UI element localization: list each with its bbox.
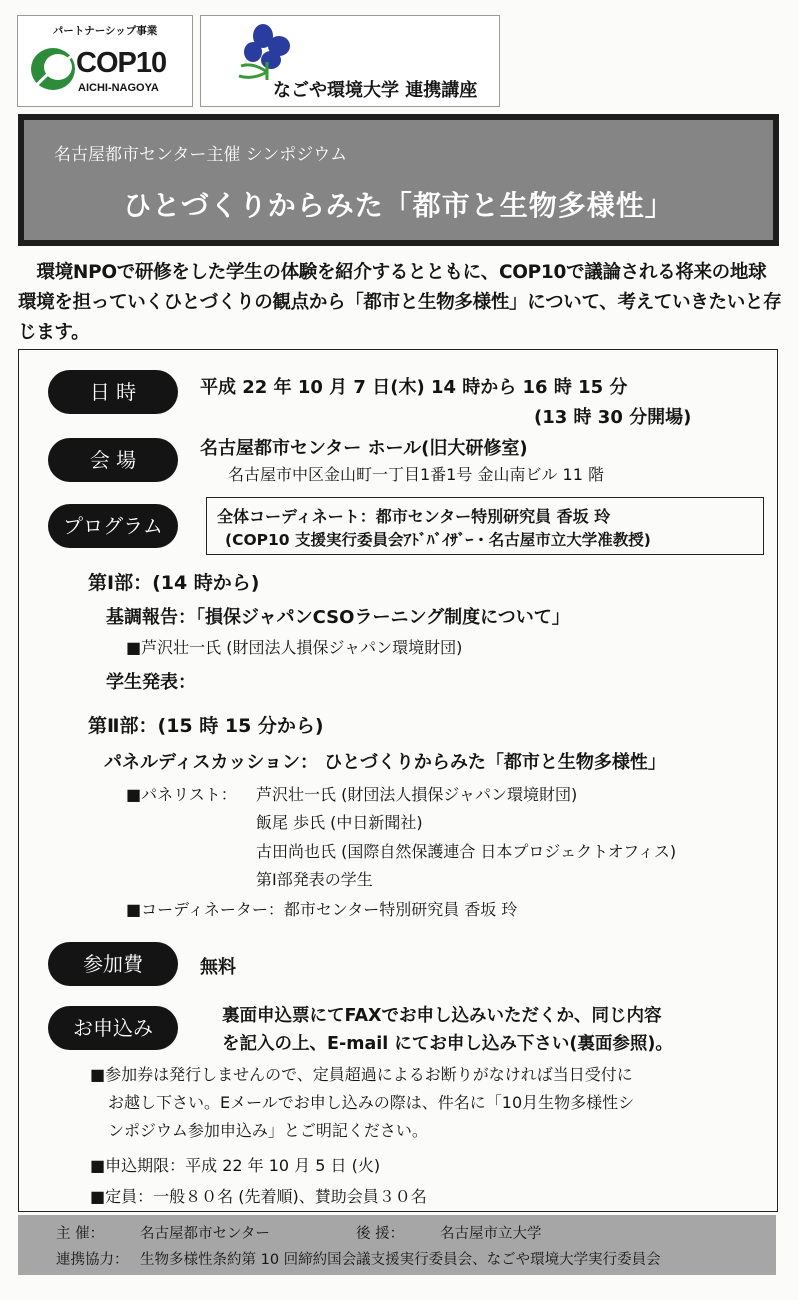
part1-speaker: ■芦沢壮一氏 (財団法人損保ジャパン環境財団) (126, 638, 463, 657)
program-label: プログラム (48, 504, 178, 548)
coordinator-box (206, 497, 764, 555)
page-title: ひとづくりからみた「都市と生物多様性」 (123, 189, 674, 222)
host-label: 主 催： (56, 1226, 105, 1242)
support-value: 名古屋市立大学 (440, 1226, 542, 1242)
flower-icon (223, 22, 303, 82)
title-banner (18, 114, 779, 246)
doors-time: (13 時 30 分開場) (534, 407, 692, 428)
fee-value: 無料 (200, 957, 236, 978)
apply-line-2: を記入の上、E-mail にてお申し込み下さい(裏面参照)。 (222, 1034, 673, 1054)
venue-address: 名古屋市中区金山町一丁目1番1号 金山南ビル 11 階 (228, 465, 604, 484)
nagoya-univ-logo (200, 15, 500, 107)
part1-keynote: 基調報告：「損保ジャパンCSOラーニング制度について」 (106, 607, 570, 628)
apply-note: ンポジウム参加申込み」とご明記ください。 (108, 1121, 428, 1140)
panelist: 古田尚也氏 (国際自然保護連合 日本プロジェクトオフィス) (256, 842, 677, 861)
host-value: 名古屋都市センター (140, 1226, 270, 1242)
apply-label: お申込み (48, 1006, 178, 1050)
coop-label: 連携協力： (56, 1252, 129, 1268)
panelist: 飯尾 歩氏 (中日新聞社) (256, 813, 423, 832)
coop-value: 生物多様性条約第 10 回締約国会議支援実行委員会、なごや環境大学実行委員会 (140, 1252, 661, 1268)
overall-coordinator: 全体コーディネート：都市センター特別研究員 香坂 玲 (217, 507, 611, 526)
part1-students: 学生発表： (106, 672, 196, 693)
part2-coordinator: ■コーディネーター：都市センター特別研究員 香坂 玲 (126, 900, 518, 919)
apply-line-1: 裏面申込票にてFAXでお申し込みいただくか、同じ内容 (222, 1006, 662, 1026)
part2-panel: パネルディスカッション： ひとづくりからみた「都市と生物多様性」 (104, 752, 666, 773)
datetime-value: 平成 22 年 10 月 7 日(木) 14 時から 16 時 15 分 (200, 377, 628, 398)
nagoya-univ-name: なごや環境大学 連携講座 (273, 80, 478, 101)
apply-note: お越し下さい。Eメールでお申し込みの際は、件名に「10月生物多様性シ (108, 1093, 635, 1112)
intro-text: 環境NPOで研修をした学生の体験を紹介するとともに、COP10で議論される将来の地球環境を担っていくひとづくりの観点から「都市と生物多様性」について、考えていきたいと存じます。 (18, 262, 782, 343)
apply-note: ■参加券は発行しませんので、定員超過によるお断りがなければ当日受付に (90, 1065, 633, 1084)
cop10-name: COP10 (76, 47, 167, 79)
cop10-logo (17, 15, 193, 107)
banner-subtitle: 名古屋都市センター主催 シンポジウム (54, 145, 348, 165)
cop10-leaf-icon (28, 42, 78, 96)
apply-capacity: ■定員：一般８０名 (先着順)、賛助会員３０名 (90, 1187, 427, 1206)
venue-label: 会 場 (48, 438, 178, 482)
part2-heading: 第Ⅱ部：(15 時 15 分から) (88, 715, 324, 737)
footer (18, 1215, 776, 1275)
fee-label: 参加費 (48, 942, 178, 986)
datetime-label: 日 時 (48, 370, 178, 414)
support-label: 後 援： (356, 1226, 405, 1242)
cop10-sub: AICHI-NAGOYA (78, 82, 159, 94)
apply-deadline: ■申込期限：平成 22 年 10 月 5 日 (火) (90, 1156, 381, 1175)
part1-heading: 第Ⅰ部：(14 時から) (88, 572, 260, 594)
partnership-label: パートナーシップ事業 (52, 25, 158, 37)
coordinator-note: (COP10 支援実行委員会ｱﾄﾞﾊﾞｲｻﾞｰ・名古屋市立大学准教授) (225, 531, 651, 549)
panelist: 芦沢壮一氏 (財団法人損保ジャパン環境財団) (256, 785, 578, 804)
panelist: 第Ⅰ部発表の学生 (256, 870, 373, 889)
panelists-label: ■パネリスト： (126, 785, 237, 804)
venue-value: 名古屋都市センター ホール(旧大研修室) (200, 438, 528, 459)
